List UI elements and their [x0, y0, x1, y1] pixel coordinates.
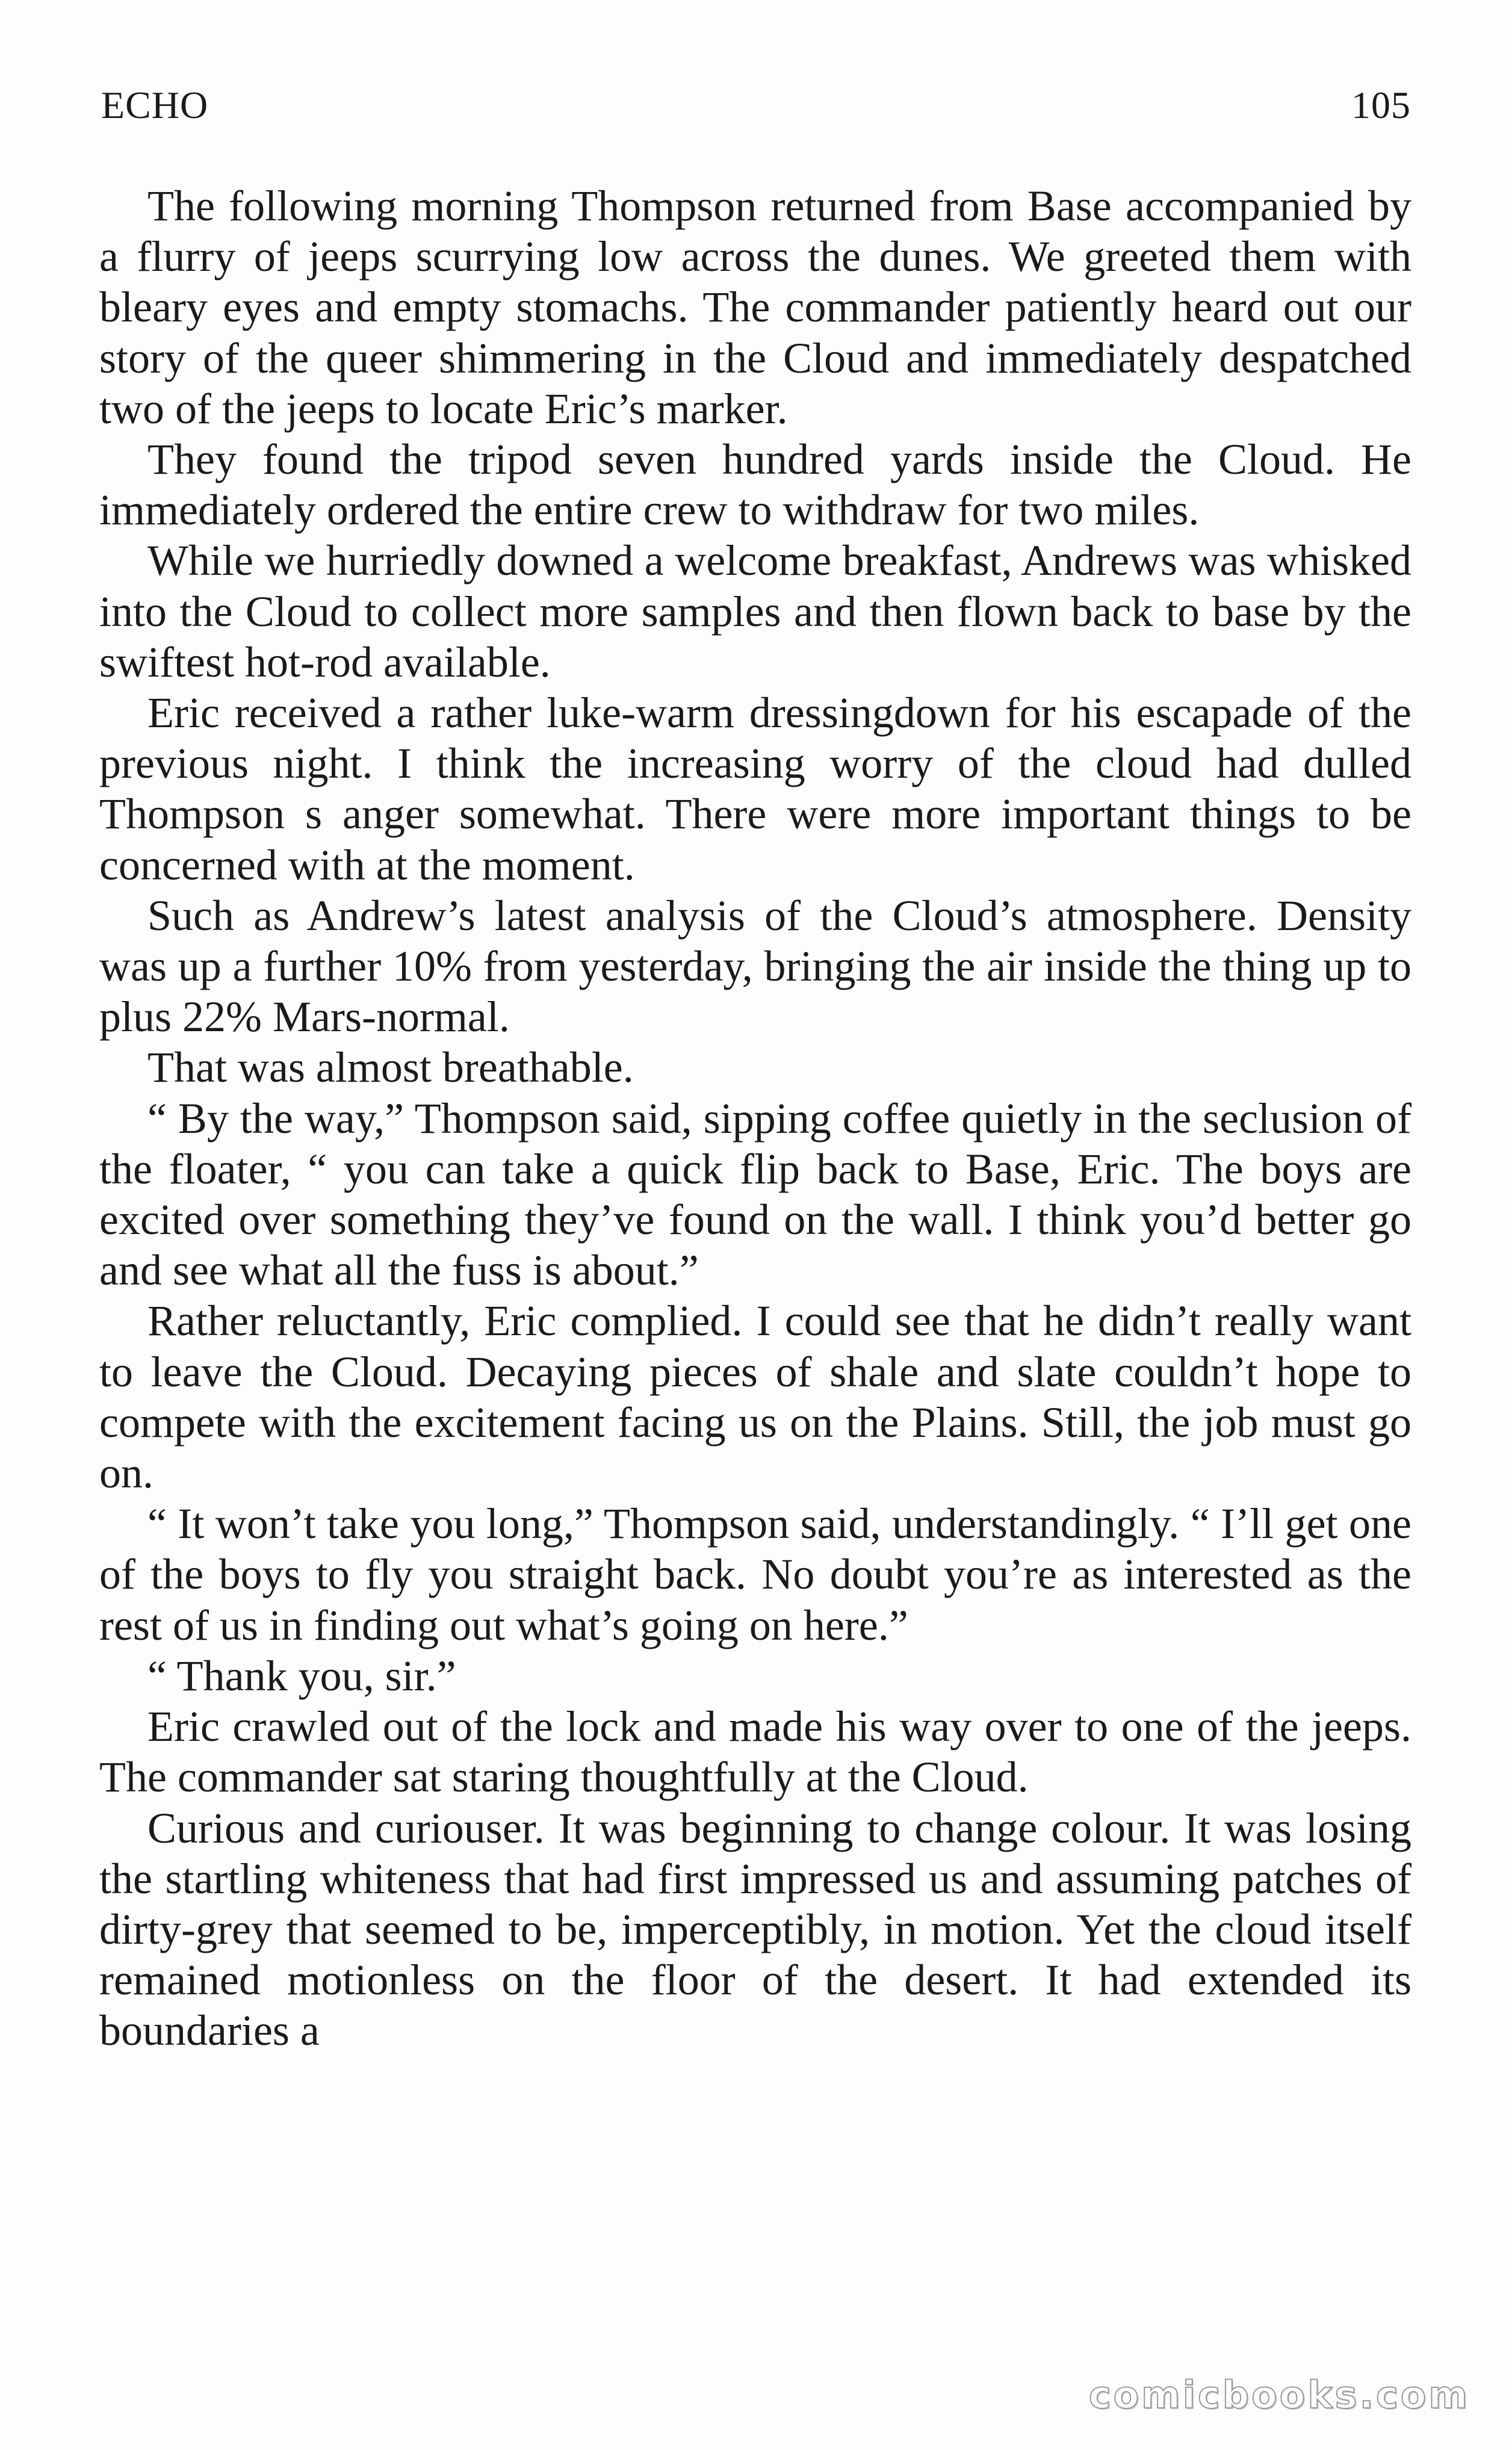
paragraph: “ By the way,” Thompson said, sipping coffee quietly in the seclusion of the floater, “ you can take a quick flip back to Base, Eric. The boys are excited over something they’ve found on the wall. I think you’d better go and see what all the fuss is about.”: [99, 1094, 1411, 1295]
running-title: ECHO: [101, 84, 209, 126]
page-header: [101, 83, 1411, 137]
page-number: 105: [1351, 84, 1411, 126]
paragraph: While we hurriedly downed a welcome breakfast, Andrews was whisked into the Cloud to collect more samples and then flown back to base by the swiftest hot-rod available.: [99, 536, 1411, 686]
paragraph: The following morning Thompson returned from Base accompanied by a flurry of jeeps scurrying low across the dunes. We greeted them with bleary eyes and empty stomachs. The commander patiently heard out our story of the queer shimmering in the Cloud and immediately despatched two of the jeeps to locate Eric’s marker.: [99, 182, 1411, 433]
paragraph: Eric crawled out of the lock and made his way over to one of the jeeps. The commander sat staring thoughtfully at the Cloud.: [99, 1702, 1411, 1802]
paragraph: That was almost breathable.: [147, 1043, 634, 1092]
paragraph: Such as Andrew’s latest analysis of the Cloud’s atmosphere. Density was up a further 10% from yesterday, bringing the air inside the thing up to plus 22% Mars-normal.: [99, 891, 1411, 1041]
paragraph: They found the tripod seven hundred yards inside the Cloud. He immediately ordered the entire crew to withdraw for two miles.: [99, 435, 1411, 535]
paragraph: Eric received a rather luke-warm dressingdown for his escapade of the previous night. I think the increasing worry of the cloud had dulled Thompson s anger somewhat. There were more important things to be concerned with at the moment.: [99, 689, 1411, 889]
paragraph: “ Thank you, sir.”: [147, 1651, 456, 1700]
paragraph: Curious and curiouser. It was beginning to change colour. It was losing the startling whiteness that had first impressed us and assuming patches of dirty-grey that seemed to be, imperceptibly, in motion. Yet the cloud itself remained motionless on the floor of the desert. It had extended its boundaries a: [99, 1803, 1411, 2055]
watermark: comicbooks.com: [1088, 2373, 1470, 2417]
paragraph: Rather reluctantly, Eric complied. I could see that he didn’t really want to leave the Cloud. Decaying pieces of shale and slate couldn’t hope to compete with the excitement facing us on the Plains. Still, the job must go on.: [99, 1297, 1411, 1498]
paragraph: “ It won’t take you long,” Thompson said, understandingly. “ I’ll get one of the boys to fly you straight back. No doubt you’re as interested as the rest of us in finding out what’s going on here.”: [99, 1499, 1411, 1649]
body-text: [99, 181, 1411, 2056]
